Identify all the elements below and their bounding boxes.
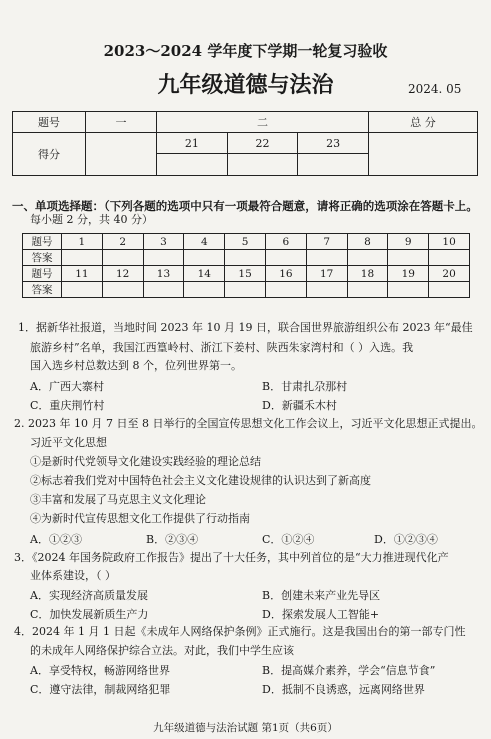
q1-option-d[interactable]: D．新疆禾木村 xyxy=(262,399,337,412)
subject-title: 九年级道德与法治 xyxy=(157,73,334,98)
answer-cell[interactable] xyxy=(347,250,388,266)
answer-cell[interactable] xyxy=(225,282,266,298)
grid-q: 10 xyxy=(429,234,470,250)
grid-label-q: 题号 xyxy=(23,266,62,282)
page-footer: 九年级道德与法治试题 第1页（共6页） xyxy=(153,722,338,734)
score-table xyxy=(12,111,478,176)
grid-q: 2 xyxy=(102,234,143,250)
q2-option-b[interactable]: B．②③④ xyxy=(146,533,199,546)
score-q23: 23 xyxy=(298,133,369,154)
answer-cell[interactable] xyxy=(388,282,429,298)
q2-stem-line2: 习近平文化思想 xyxy=(30,436,107,449)
score-cell-q22[interactable] xyxy=(227,154,298,176)
grid-label-a: 答案 xyxy=(23,250,62,266)
score-total: 总 分 xyxy=(369,112,478,133)
score-q22: 22 xyxy=(227,133,298,154)
grid-q: 19 xyxy=(388,266,429,282)
grid-q: 8 xyxy=(347,234,388,250)
answer-cell[interactable] xyxy=(62,250,103,266)
grid-q: 3 xyxy=(143,234,184,250)
answer-cell[interactable] xyxy=(143,282,184,298)
grid-label-q: 题号 xyxy=(23,234,62,250)
score-part1: 一 xyxy=(86,112,157,133)
answer-cell[interactable] xyxy=(388,250,429,266)
grid-q: 13 xyxy=(143,266,184,282)
grid-q: 7 xyxy=(306,234,347,250)
section1-note: 每小题 2 分，共 40 分） xyxy=(30,213,153,226)
grid-q: 1 xyxy=(62,234,103,250)
grid-label-a: 答案 xyxy=(23,282,62,298)
q4-option-a[interactable]: A．享受特权，畅游网络世界 xyxy=(30,664,170,677)
q3-option-c[interactable]: C．加快发展新质生产力 xyxy=(30,608,149,621)
exam-date: 2024. 05 xyxy=(408,82,462,96)
q4-option-b[interactable]: B．提高媒介素养，学会“信息节食” xyxy=(262,664,436,677)
answer-cell[interactable] xyxy=(306,282,347,298)
q2-option-c[interactable]: C．①②④ xyxy=(262,533,315,546)
score-cell-part1[interactable] xyxy=(86,133,157,176)
answer-cell[interactable] xyxy=(306,250,347,266)
q1-stem-line3: 国入选乡村总数达到 8 个，位列世界第一。 xyxy=(30,359,242,372)
score-label-score: 得分 xyxy=(13,133,86,176)
answer-cell[interactable] xyxy=(102,250,143,266)
q2-option-d[interactable]: D．①②③④ xyxy=(374,533,438,546)
q4-stem-line1: 4．2024 年 1 月 1 日起《未成年人网络保护条例》正式施行。这是我国出台的第一部专门性 xyxy=(14,625,466,638)
section1-heading: 一、单项选择题：（下列各题的选项中只有一项最符合题意，请将正确的选项涂在答题卡上。 xyxy=(12,199,478,213)
grid-q: 12 xyxy=(102,266,143,282)
score-cell-total[interactable] xyxy=(369,133,478,176)
q2-statement-4: ④为新时代宣传思想文化工作提供了行动指南 xyxy=(30,512,250,525)
score-label-question: 题号 xyxy=(13,112,86,133)
answer-grid xyxy=(22,233,470,298)
answer-cell[interactable] xyxy=(184,250,225,266)
q2-statement-3: ③丰富和发展了马克思主义文化理论 xyxy=(30,493,206,506)
q1-option-b[interactable]: B．甘肃扎尕那村 xyxy=(262,380,348,393)
grid-q: 5 xyxy=(225,234,266,250)
q3-option-b[interactable]: B．创建未来产业先导区 xyxy=(262,589,381,602)
grid-q: 14 xyxy=(184,266,225,282)
answer-cell[interactable] xyxy=(429,250,470,266)
score-cell-q23[interactable] xyxy=(298,154,369,176)
score-q21: 21 xyxy=(157,133,228,154)
grid-q: 11 xyxy=(62,266,103,282)
q1-option-a[interactable]: A．广西大寨村 xyxy=(30,380,104,393)
answer-cell[interactable] xyxy=(225,250,266,266)
answer-cell[interactable] xyxy=(265,250,306,266)
grid-q: 18 xyxy=(347,266,388,282)
q2-statement-2: ②标志着我们党对中国特色社会主义文化建设规律的认识达到了新高度 xyxy=(30,474,371,487)
answer-cell[interactable] xyxy=(102,282,143,298)
q3-option-a[interactable]: A．实现经济高质量发展 xyxy=(30,589,148,602)
q4-option-d[interactable]: D．抵制不良诱惑，远离网络世界 xyxy=(262,683,425,696)
grid-q: 16 xyxy=(265,266,306,282)
q1-stem-line2: 旅游乡村”名单，我国江西篁岭村、浙江下姜村、陕西朱家湾村和（ ）入选。我 xyxy=(30,341,414,354)
score-cell-q21[interactable] xyxy=(157,154,228,176)
q3-option-d[interactable]: D．探索发展人工智能+ xyxy=(262,608,380,621)
q2-option-a[interactable]: A．①②③ xyxy=(30,533,82,546)
grid-q: 9 xyxy=(388,234,429,250)
answer-cell[interactable] xyxy=(265,282,306,298)
exam-title: 2023～2024 学年度下学期一轮复习验收 xyxy=(103,42,388,60)
grid-q: 20 xyxy=(429,266,470,282)
q1-stem-line1: 1．据新华社报道，当地时间 2023 年 10 月 19 日，联合国世界旅游组织公布 2023 年“最佳 xyxy=(18,321,473,334)
answer-cell[interactable] xyxy=(347,282,388,298)
q3-stem-line1: 3．《2024 年国务院政府工作报告》提出了十大任务，其中列首位的是“大力推进现代化产 xyxy=(14,551,449,564)
answer-cell[interactable] xyxy=(184,282,225,298)
q2-stem-line1: 2. 2023 年 10 月 7 日至 8 日举行的全国宣传思想文化工作会议上，习近平文化思想正式提出。 xyxy=(14,417,483,430)
q2-statement-1: ①是新时代党领导文化建设实践经验的理论总结 xyxy=(30,455,261,468)
q1-option-c[interactable]: C．重庆荆竹村 xyxy=(30,399,105,412)
answer-cell[interactable] xyxy=(429,282,470,298)
grid-q: 6 xyxy=(265,234,306,250)
answer-cell[interactable] xyxy=(62,282,103,298)
answer-cell[interactable] xyxy=(143,250,184,266)
score-part2: 二 xyxy=(157,112,369,133)
q3-stem-line2: 业体系建设，（ ） xyxy=(30,569,116,582)
grid-q: 4 xyxy=(184,234,225,250)
q4-option-c[interactable]: C．遵守法律，制裁网络犯罪 xyxy=(30,683,171,696)
grid-q: 15 xyxy=(225,266,266,282)
grid-q: 17 xyxy=(306,266,347,282)
q4-stem-line2: 的未成年人网络保护综合立法。对此，我们中学生应该 xyxy=(30,644,294,657)
